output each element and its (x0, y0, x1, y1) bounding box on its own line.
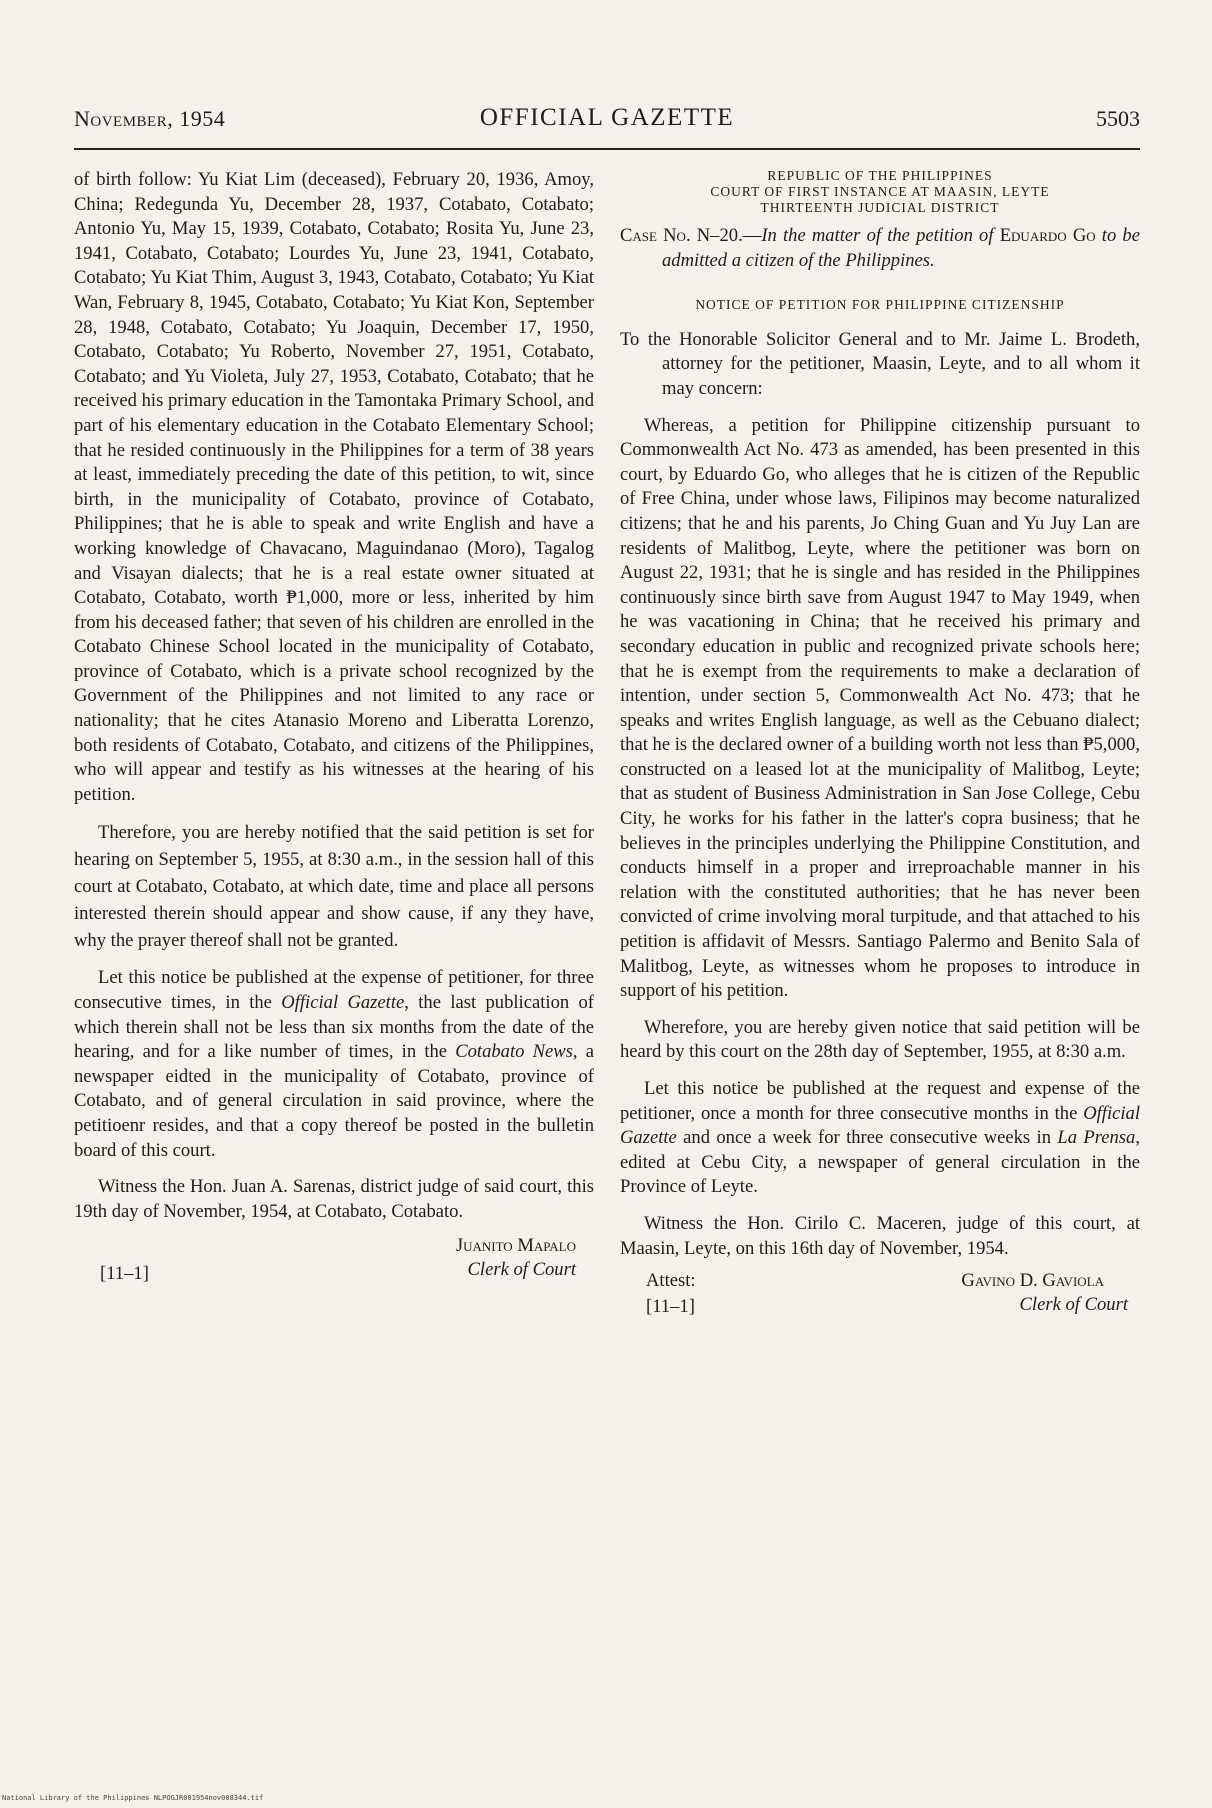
header-rule (74, 148, 1140, 150)
right-signature-block (620, 1269, 1140, 1323)
notice-title: NOTICE OF PETITION FOR PHILIPPINE CITIZENSHIP (695, 297, 1065, 313)
addressee-paragraph: To the Honorable Solicitor General and to Mr. Jaime L. Brodeth, attorney for the petitioner, Maasin, Leyte, and to all whom it may concern: (620, 328, 1140, 399)
clerk-name: Gavino D. Gaviola (961, 1270, 1104, 1292)
reference-code: [11–1] (100, 1263, 149, 1285)
right-paragraph-1: Whereas, a petition for Philippine citizenship pursuant to Commonwealth Act No. 473 as amended, has been presented in this court, by Eduardo Go, who alleges that he is citizen of the Republic of Free China, under whose laws, Filipinos may become naturalized citizens; that he and his parents, Jo Ching Guan and Yu Juy Lan are residents of Malitbog, Leyte, where the petitioner was born on August 22, 1931; that he is single and has resided in the Philippines continuously since birth save from August 1947 to May 1949, when he was vacationing in China; that he received his primary and secondary education in public and recognized private schools here; that he is exempt from the requirements to make a declaration of intention, under section 5, Commonwealth Act No. 473; that he speaks and writes English language, as well as the Cebuano dialect; that he is the declared owner of a building worth not less than ₱5,000, constructed on a leased lot at the municipality of Malitbog, Leyte; that as student of Business Administration in San Jose College, Cebu City, he works for his father in the latter's copra business; that he believes in the principles underlying the Philippine Constitution, and conducts himself in a proper and irreproachable manner in his relation with the constituted authorities; that he has never been convicted of crime involving moral turpitude, and that attached to his petition is affidavit of Messrs. Santiago Palermo and Benito Sala of Malitbog, Leyte, as witnesses whom he proposes to introduce in support of his petition. (620, 414, 1140, 1002)
header-date: November, 1954 (74, 106, 226, 131)
right-paragraph-4: Witness the Hon. Cirilo C. Maceren, judge of this court, at Maasin, Leyte, on this 16th day of November, 1954. (620, 1212, 1140, 1259)
clerk-title: Clerk of Court (1019, 1294, 1128, 1316)
left-column (74, 168, 594, 1288)
court-heading (620, 168, 1140, 216)
left-paragraph-4: Witness the Hon. Juan A. Sarenas, district judge of said court, this 19th day of November, 1954, at Cotabato, Cotabato. (74, 1176, 594, 1222)
left-paragraph-3: Let this notice be published at the expense of petitioner, for three consecutive times, in the Official Gazette, the last publication of which therein shall not be less than six months from the date of the hearing, and for a like number of times, in the Cotabato News, a newspaper eidted in the municipality of Cotabato, province of Cotabato, and of general circulation in said province, where the petitioenr resides, and that a copy thereof be posted in the bulletin board of this court. (74, 967, 594, 1161)
left-paragraph-1: of birth follow: Yu Kiat Lim (deceased), February 20, 1936, Amoy, China; Redegunda Yu, December 28, 1937, Cotabato, Cotabato; Antonio Yu, May 15, 1939, Cotabato, Cotabato; Rosita Yu, June 23, 1941, Cotabato, Cotabato; Lourdes Yu, June 23, 1941, Cotabato, Cotabato; Yu Kiat Thim, August 3, 1943, Cotabato, Cotabato; Yu Kiat Wan, February 8, 1945, Cotabato, Cotabato; Yu Kiat Kon, September 28, 1948, Cotabato, Cotabato; Yu Joaquin, December 17, 1950, Cotabato, Cotabato; Yu Roberto, November 27, 1951, Cotabato, Cotabato; and Yu Violeta, July 27, 1953, Cotabato, Cotabato; that he received his primary education in the Tamontaka Primary School, and part of his elementary education in the Cotabato Elementary School; that he resided continuously in the Philippines for a term of 38 years at least, immediately preceding the date of this petition, to wit, since birth, in the municipality of Cotabato, province of Cotabato, Philippines; that he is able to speak and write English and have a working knowledge of Chavacano, Maguindanao (Moro), Tagalog and Visayan dialects; that he is a real estate owner situated at Cotabato, Cotabato, worth ₱1,000, more or less, inherited by him from his deceased father; that seven of his children are enrolled in the Cotabato Chinese School located in the municipality of Cotabato, province of Cotabato, which is a private school recognized by the Government of the Philippines and not limited to any race or nationality; that he cites Atanasio Moreno and Liberatta Lorenzo, both residents of Cotabato, Cotabato, and citizens of the Philippines, who will appear and testify as his witnesses at the hearing of his petition. (74, 169, 594, 805)
reference-code: [11–1] (646, 1296, 695, 1318)
clerk-title: Clerk of Court (467, 1259, 576, 1281)
left-signature-block (74, 1234, 594, 1288)
court-line-3: THIRTEENTH JUDICIAL DISTRICT (760, 200, 1000, 215)
court-line-2: COURT OF FIRST INSTANCE AT MAASIN, LEYTE (710, 184, 1050, 199)
attest-label: Attest: (646, 1270, 696, 1292)
right-paragraph-2: Wherefore, you are hereby given notice that said petition will be heard by this court on the 28th day of September, 1955, at 8:30 a.m. (620, 1016, 1140, 1063)
scan-footer: National Library of the Philippines NLPOGJR001954nov008344.tif (2, 1794, 264, 1802)
court-line-1: REPUBLIC OF THE PHILIPPINES (767, 168, 993, 183)
clerk-name: Juanito Mapalo (455, 1235, 576, 1257)
left-paragraph-2: Therefore, you are hereby notified that the said petition is set for hearing on September 5, 1955, at 8:30 a.m., in the session hall of this court at Cotabato, Cotabato, at which date, time and place all persons interested therein should appear and show cause, if any they have, why the prayer thereof shall not be granted. (74, 822, 594, 952)
page-number: 5503 (1096, 106, 1140, 131)
right-paragraph-3: Let this notice be published at the request and expense of the petitioner, once a month for three consecutive months in the Official Gazette and once a week for three consecutive weeks in La Prensa, edited at Cebu City, a newspaper of general circulation in the Province of Leyte. (620, 1078, 1140, 1198)
case-caption: Case No. N–20.—In the matter of the petition of Eduardo Go to be admitted a citizen of the Philippines. (620, 225, 1140, 271)
publication-title: OFFICIAL GAZETTE (479, 104, 735, 131)
page-header (74, 100, 1140, 140)
right-column (620, 168, 1140, 1323)
